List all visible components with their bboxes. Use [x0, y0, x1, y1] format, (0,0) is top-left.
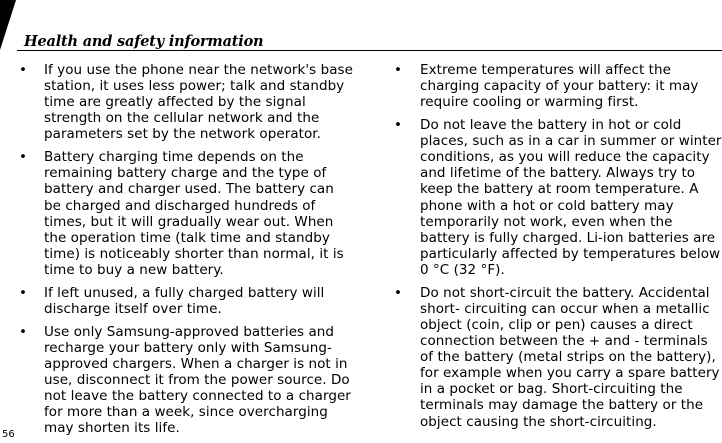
- list-item-text: Do not leave the battery in hot or cold places, such as in a car in summer or winter conditions, as you will reduce the capacity and lifetime of the battery. Always try to keep the battery at room temperature. A phone with a hot or cold battery may temporarily not work, even when the battery is fully charged. Li-ion batteries are particularly affected by temperatures below 0 °C (32 °F).: [420, 117, 722, 278]
- bullet-icon: •: [19, 149, 28, 166]
- list-item-text: Battery charging time depends on the remaining battery charge and the type of battery and charger used. The battery can be charged and discharged hundreds of times, but it will gradually wear out. When the operation time (talk time and standby time) is noticeably shorter than normal, it is time to buy a new battery.: [44, 149, 344, 278]
- list-item-text: Extreme temperatures will affect the charging capacity of your battery: it may require cooling or warming first.: [420, 62, 699, 111]
- right-column: [379, 62, 722, 436]
- bullet-icon: •: [19, 284, 28, 301]
- header-divider: [17, 50, 722, 51]
- list-item: [379, 285, 722, 430]
- page-header-title: Health and safety information: [24, 33, 264, 50]
- left-column: [0, 62, 355, 443]
- list-item-text: Do not short-circuit the battery. Accidental short- circuiting can occur when a metallic object (coin, clip or pen) causes a direct connection between the + and - terminals of the battery (metal strips on the battery), for example when you carry a spare battery in a pocket or bag. Short-circuiting the terminals may damage the battery or the object causing the short-circuiting.: [420, 284, 720, 430]
- bullet-icon: •: [394, 117, 403, 134]
- page-number: 56: [2, 429, 15, 440]
- list-item: [0, 62, 355, 142]
- header-marker: [0, 0, 16, 50]
- list-item-text: Use only Samsung-approved batteries and recharge your battery only with Samsung-approved chargers. When a charger is not in use, disconnect it from the power source. Do not leave the battery connected to a charger for more than a week, since overcharging may shorten its life.: [44, 323, 351, 437]
- list-item: [379, 117, 722, 278]
- list-item-text: If you use the phone near the network's base station, it uses less power; talk and standby time are greatly affected by the signal strength on the cellular network and the parameters set by the network operator.: [44, 62, 353, 143]
- list-item: [0, 324, 355, 437]
- list-item: [0, 149, 355, 278]
- list-item: [0, 285, 355, 317]
- bullet-icon: •: [394, 62, 403, 78]
- bullet-icon: •: [394, 284, 403, 301]
- list-item-text: If left unused, a fully charged battery will discharge itself over time.: [44, 284, 325, 317]
- bullet-icon: •: [19, 323, 28, 340]
- bullet-icon: •: [19, 62, 28, 78]
- list-item: [379, 62, 722, 110]
